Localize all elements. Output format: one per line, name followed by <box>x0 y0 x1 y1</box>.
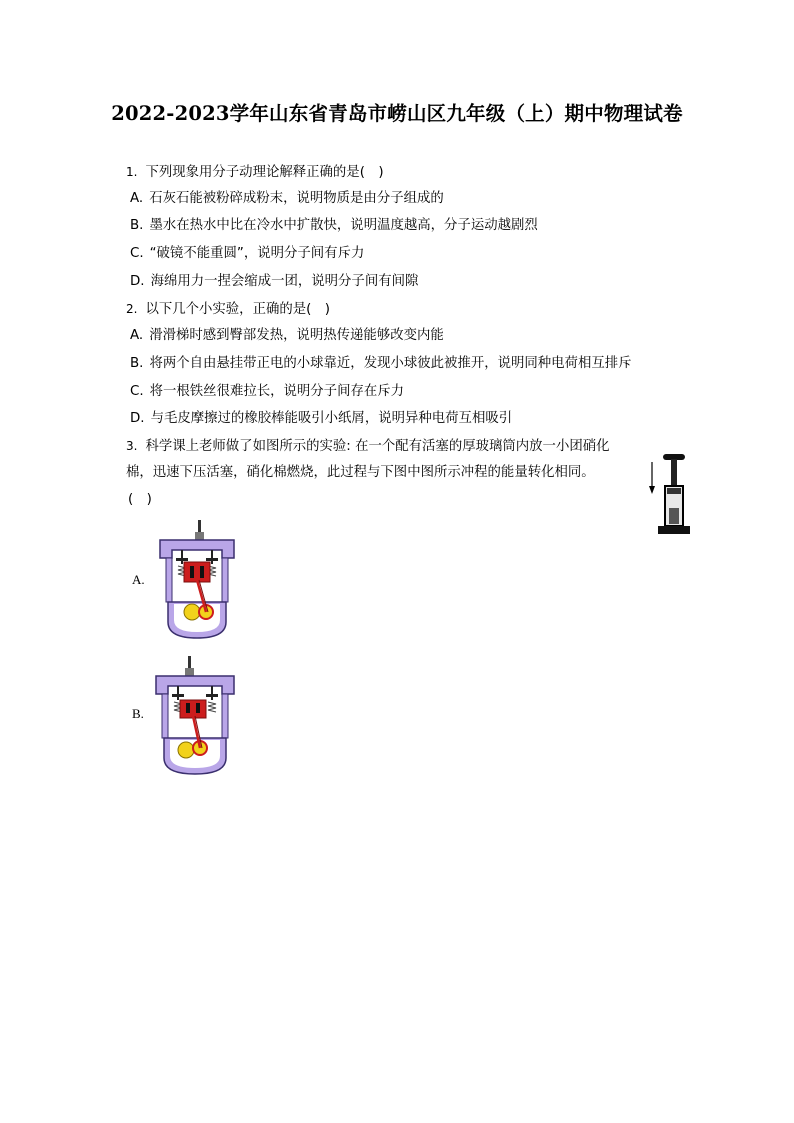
option-text: 石灰石能被粉碎成粉末，说明物质是由分子组成的 <box>149 191 444 206</box>
engine-diagram-b <box>150 654 240 776</box>
question-number: 3. <box>126 439 138 453</box>
option-b-label: B. <box>132 706 144 721</box>
question-1-stem <box>126 164 384 181</box>
question-1-option-c <box>130 246 364 262</box>
option-text: 与毛皮摩擦过的橡胶棒能吸引小纸屑，说明异种电荷互相吸引 <box>150 411 513 426</box>
question-number: 2. <box>126 302 138 316</box>
question-3-stem-line3: ( ) <box>128 492 152 507</box>
option-label: C. <box>130 246 144 261</box>
question-2-option-d <box>130 411 512 427</box>
option-label: D. <box>130 411 145 426</box>
question-text: 以下几个小实验，正确的是( ) <box>145 302 330 317</box>
option-label: B. <box>130 218 144 233</box>
page-title: 2022-2023学年山东省青岛市崂山区九年级（上）期中物理试卷 <box>111 102 683 125</box>
question-2-option-c <box>130 384 404 400</box>
option-label: A. <box>130 191 144 206</box>
question-text: 下列现象用分子动理论解释正确的是( ) <box>145 165 384 180</box>
question-number: 1. <box>126 165 138 179</box>
option-label: B. <box>130 356 144 371</box>
question-text: 科学课上老师做了如图所示的实验: 在一个配有活塞的厚玻璃筒内放一小团硝化 <box>145 439 610 454</box>
option-label: C. <box>130 384 144 399</box>
question-3-stem-line2: 棉，迅速下压活塞，硝化棉燃烧，此过程与下图中图所示冲程的能量转化相同。 <box>126 465 595 480</box>
question-1-option-a <box>130 191 444 207</box>
option-text: 滑滑梯时感到臀部发热，说明热传递能够改变内能 <box>149 328 444 343</box>
option-text: 将两个自由悬挂带正电的小球靠近，发现小球彼此被推开，说明同种电荷相互排斥 <box>149 356 632 371</box>
question-3-stem-line1 <box>126 438 610 455</box>
glass-cylinder-figure <box>644 450 690 540</box>
option-text: 将一根铁丝很难拉长，说明分子间存在斥力 <box>149 384 405 399</box>
option-text: 海绵用力一捏会缩成一团，说明分子间有间隙 <box>150 274 419 289</box>
option-text: “破镜不能重圆”，说明分子间有斥力 <box>149 246 365 261</box>
question-1-option-b <box>130 218 538 234</box>
option-label: A. <box>130 328 144 343</box>
question-2-stem <box>126 301 330 318</box>
question-2-option-b <box>130 356 632 372</box>
option-label: D. <box>130 274 145 289</box>
option-a-label: A. <box>132 572 145 587</box>
question-2-option-a <box>130 328 444 344</box>
option-text: 墨水在热水中比在冷水中扩散快，说明温度越高，分子运动越剧烈 <box>149 218 538 233</box>
question-1-option-d <box>130 274 418 290</box>
spark-plug <box>198 520 201 534</box>
engine-diagram-a <box>152 518 242 640</box>
